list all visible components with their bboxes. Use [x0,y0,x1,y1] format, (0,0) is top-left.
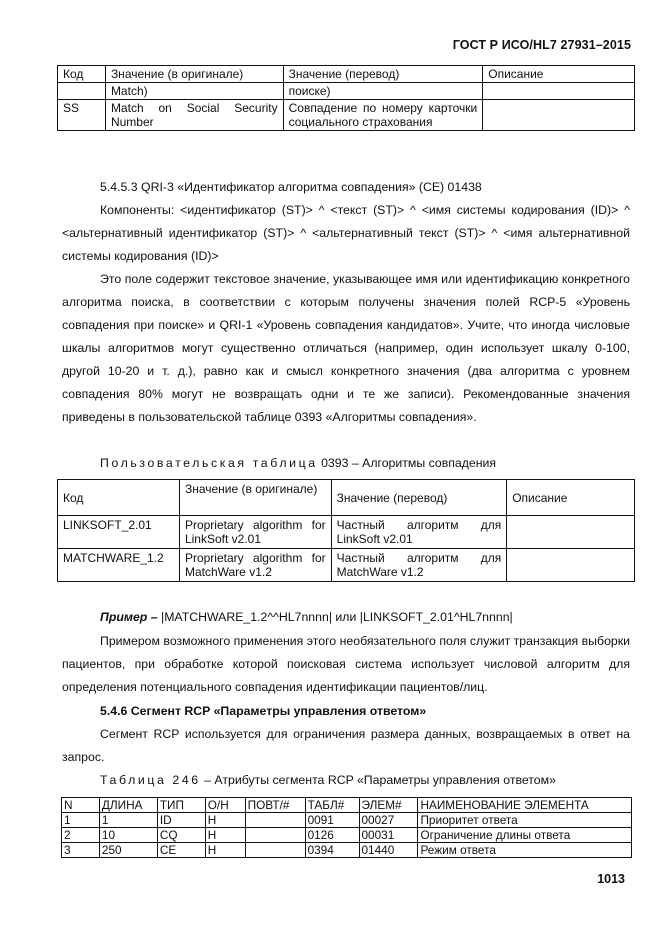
table-cell: 1 [62,813,100,828]
header-cell: НАИМЕНОВАНИЕ ЭЛЕМЕНТА [418,798,632,813]
table-cell: 10 [99,828,157,843]
table-cell: LINKSOFT_2.01 [58,516,180,549]
table-cell: Частный алгоритм для LinkSoft v2.01 [331,516,507,549]
header-cell: Значение (в оригинале) [179,480,331,516]
table-cell: Ограничение длины ответа [418,828,632,843]
header-cell: Описание [483,66,635,83]
example-explanation: Примером возможного применения этого необязательного поля служит транзакция выборки пациентов, при обработке которой поисковая система использует числовой алгоритм для определения потенциального совпадения идентификации пациентов/лиц. [62,634,630,694]
section-heading-546: 5.4.6 Сегмент RCP «Параметры управления ответом» [100,704,427,718]
table-header-row [58,480,635,516]
header-cell: ТИП [157,798,205,813]
table-cell: CQ [157,828,205,843]
table-cell [483,100,635,131]
table-row [58,549,635,582]
header-cell: Значение (перевод) [331,480,507,516]
header-cell: О/Н [205,798,245,813]
description-paragraph: Это поле содержит текстовое значение, указывающее имя или идентификацию конкретного алгоритма поиска, в соответствии с которым получены значения полей RCP-5 «Уровень совпадения при поиске» и QRI-1 «Уровень совпадения кандидатов». Учите, что иногда числовые шкалы алгоритмов могут существенно отличаться (например, один использует шкалу 0-100, другой 10-20 и т. д.), равно как и смысл конкретного значения (два алгоритма с уровнем совпадения 80% могут не возвращать одни и те же записи). Рекомендованные значения приведены в пользовательской таблице 0393 «Алгоритмы совпадения». [62,272,630,424]
table-cell: Match on Social Security Number [105,100,283,131]
table-cell: Совпадение по номеру карточки социального страхования [283,100,483,131]
caption-title: – Атрибуты сегмента RCP «Параметры управления ответом» [204,773,556,787]
table-cell: 0091 [305,813,359,828]
table-cell: 2 [62,828,100,843]
header-cell: ТАБЛ# [305,798,359,813]
header-cell: Описание [507,480,635,516]
table-cell: Н [205,843,245,858]
table-cell: Match) [105,83,283,100]
table-cell: CE [157,843,205,858]
table-row [62,813,632,828]
table-cell [483,83,635,100]
table-cell: Режим ответа [418,843,632,858]
table-row [62,843,632,858]
table-cell [58,83,106,100]
table-cell: Н [205,828,245,843]
document-header: ГОСТ Р ИСО/HL7 27931–2015 [452,38,631,52]
table-row [62,828,632,843]
table-cell: 250 [99,843,157,858]
header-cell: ЭЛЕМ# [359,798,418,813]
rcp-paragraph: Сегмент RCP используется для ограничения размера данных, возвращаемых в ответ на запрос. [62,727,630,764]
header-cell: ДЛИНА [99,798,157,813]
rcp-attributes-table [61,797,632,858]
example-text: |MATCHWARE_1.2^^HL7nnnn| или |LINKSOFT_2.01^HL7nnnn| [157,610,513,624]
caption-label: Таблица 246 [100,773,201,787]
table-cell [245,843,305,858]
table-header-row [58,66,635,83]
table-cell: 0126 [305,828,359,843]
header-cell: N [62,798,100,813]
table-cell: SS [58,100,106,131]
table-cell [245,828,305,843]
table-row [58,83,635,100]
table-cell [245,813,305,828]
header-cell: ПОВТ/# [245,798,305,813]
table-cell: поиске) [283,83,483,100]
table-cell: 1 [99,813,157,828]
table-cell: Частный алгоритм для MatchWare v1.2 [331,549,507,582]
table-row [58,100,635,131]
section-heading-5453: 5.4.5.3 QRI-3 «Идентификатор алгоритма совпадения» (СЕ) 01438 [100,180,482,194]
table-cell: 00031 [359,828,418,843]
header-cell: Значение (в оригинале) [105,66,283,83]
caption-title: 0393 – Алгоритмы совпадения [321,456,497,470]
table-cell: Proprietary algorithm for MatchWare v1.2 [179,549,331,582]
table-cell: ID [157,813,205,828]
header-cell: Значение (перевод) [283,66,483,83]
table-header-row [62,798,632,813]
table-cell: Proprietary algorithm for LinkSoft v2.01 [179,516,331,549]
rcp-table-caption [100,769,630,792]
user-table-caption [100,452,630,475]
table-cell: Н [205,813,245,828]
table-cell: MATCHWARE_1.2 [58,549,180,582]
table-cell [507,516,635,549]
header-cell: Код [58,66,106,83]
table-row [58,516,635,549]
table-cell: Приоритет ответа [418,813,632,828]
header-cell: Код [58,480,180,516]
components-paragraph: Компоненты: <идентификатор (ST)> ^ <текст (ST)> ^ <имя системы кодирования (ID)> ^ <альтернативный идентификатор (ST)> ^ <альтернативный текст (ST)> ^ <имя альтернативной системы кодирования (ID)> [62,203,630,263]
example-line [62,606,630,629]
table-cell: 01440 [359,843,418,858]
table-cell: 0394 [305,843,359,858]
match-codes-table [57,65,635,131]
table-cell: 00027 [359,813,418,828]
algorithms-table [57,479,635,582]
example-label: Пример – [100,610,158,624]
caption-label: Пользовательская таблица [100,456,318,470]
page-number: 1013 [597,872,625,886]
table-cell: 3 [62,843,100,858]
table-cell [507,549,635,582]
